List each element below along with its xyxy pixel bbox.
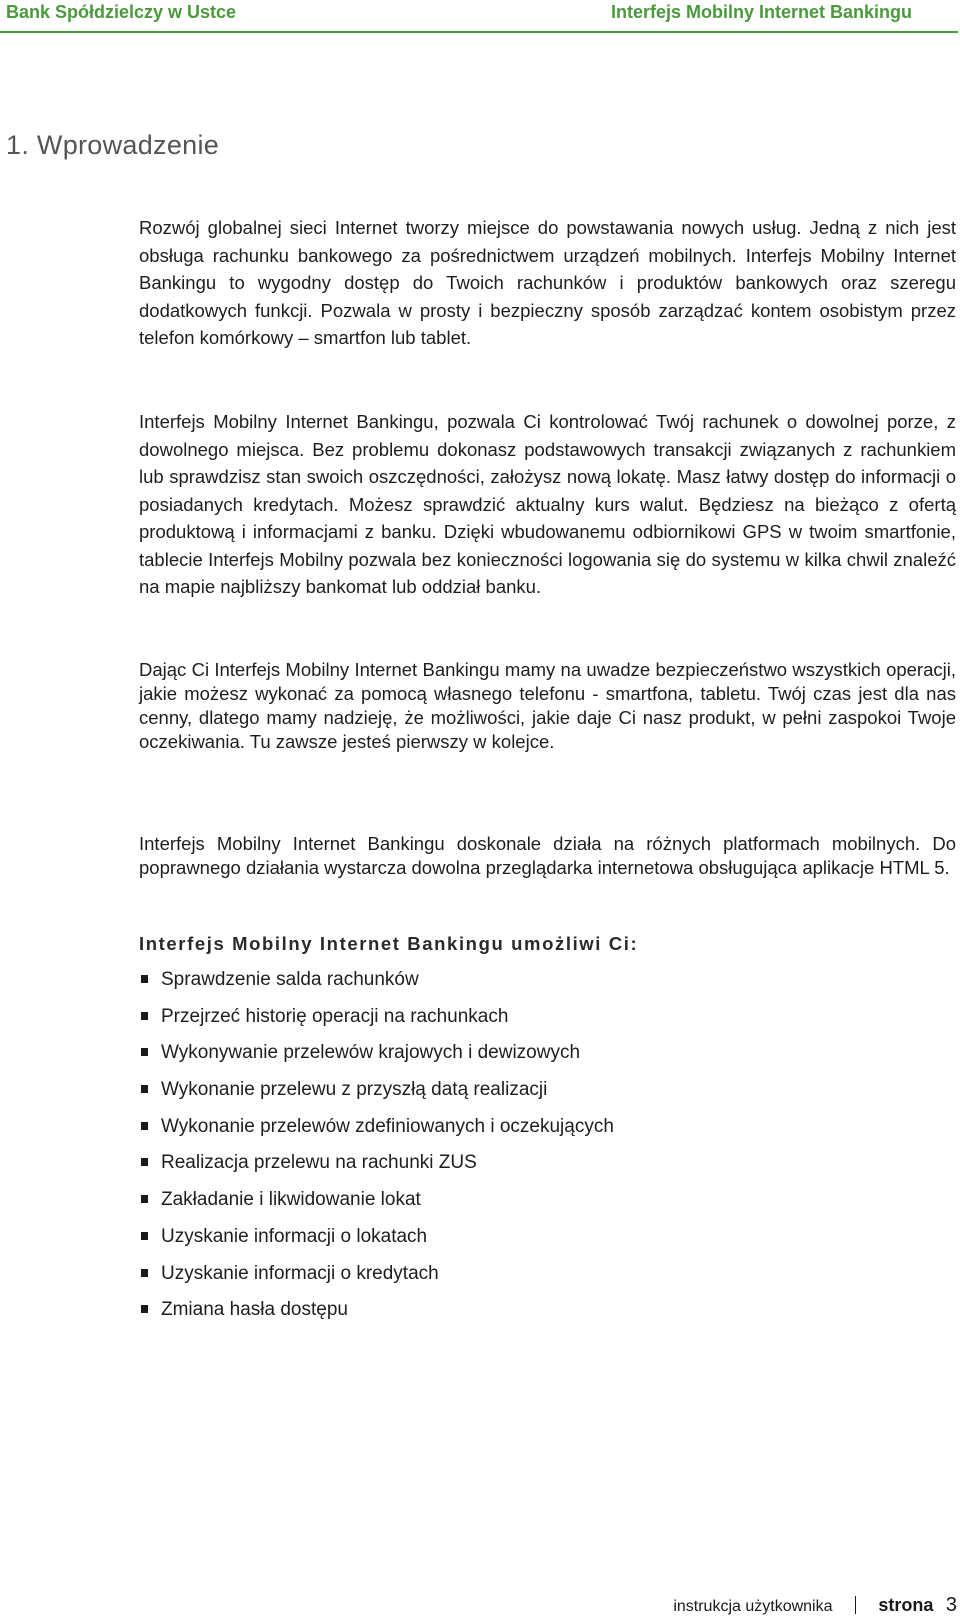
list-item bbox=[139, 1005, 939, 1042]
page-header bbox=[0, 0, 958, 33]
square-bullet-icon bbox=[141, 1158, 148, 1166]
document-title: Interfejs Mobilny Internet Bankingu bbox=[610, 2, 912, 22]
footer-doc-type: instrukcja użytkownika bbox=[673, 1598, 833, 1615]
footer-page-label: strona bbox=[878, 1595, 934, 1615]
square-bullet-icon bbox=[141, 1195, 148, 1203]
list-item-label: Przejrzeć historię operacji na rachunkach bbox=[161, 1005, 509, 1027]
intro-paragraph-4: Interfejs Mobilny Internet Bankingu doskonale działa na różnych platformach mobilnych. Do poprawnego działania wystarcza dowolna przeglądarka internetowa obsługująca aplikacje HTML 5. bbox=[139, 833, 956, 878]
list-item-label: Realizacja przelewu na rachunki ZUS bbox=[161, 1152, 477, 1174]
square-bullet-icon bbox=[141, 1085, 148, 1093]
page-footer bbox=[673, 1594, 957, 1618]
list-item-label: Uzyskanie informacji o kredytach bbox=[161, 1262, 439, 1284]
intro-paragraph-3: Dając Ci Interfejs Mobilny Internet Bankingu mamy na uwadze bezpieczeństwo wszystkich operacji, jakie możesz wykonać za pomocą własnego telefonu - smartfona, tabletu. Twój czas jest dla nas cenny, dlatego mamy nadzieję, że możliwości, jakie daje Ci nasz produkt, w pełni zaspokoi Twoje oczekiwania. Tu zawsze jesteś pierwszy w kolejce. bbox=[139, 659, 956, 752]
list-item-label: Wykonanie przelewów zdefiniowanych i oczekujących bbox=[161, 1115, 614, 1137]
list-item bbox=[139, 1078, 939, 1115]
footer-page-number: 3 bbox=[945, 1594, 957, 1616]
square-bullet-icon bbox=[141, 1048, 148, 1056]
list-item bbox=[139, 1298, 939, 1335]
list-item bbox=[139, 1188, 939, 1225]
section-title: 1. Wprowadzenie bbox=[6, 130, 220, 160]
square-bullet-icon bbox=[141, 1305, 148, 1313]
square-bullet-icon bbox=[141, 1269, 148, 1277]
list-item-label: Zmiana hasła dostępu bbox=[161, 1299, 348, 1321]
intro-paragraph-1: Rozwój globalnej sieci Internet tworzy miejsce do powstawania nowych usług. Jedną z nich jest obsługa rachunku bankowego za pośrednictwem urządzeń mobilnych. Interfejs Mobilny Internet Bankingu to wygodny dostęp do Twoich rachunków i produktów bankowych oraz szeregu dodatkowych funkcji. Pozwala w prosty i bezpieczny sposób zarządzać kontem osobistym przez telefon komórkowy – smartfon lub tablet. bbox=[139, 217, 956, 348]
list-item-label: Sprawdzenie salda rachunków bbox=[161, 969, 419, 990]
list-item bbox=[139, 1115, 939, 1152]
square-bullet-icon bbox=[141, 1012, 148, 1020]
square-bullet-icon bbox=[141, 1122, 148, 1130]
footer-divider bbox=[855, 1596, 856, 1614]
list-item bbox=[139, 1225, 939, 1262]
square-bullet-icon bbox=[141, 975, 148, 983]
list-item bbox=[139, 1151, 939, 1188]
list-item-label: Wykonywanie przelewów krajowych i dewizowych bbox=[161, 1042, 581, 1064]
list-item bbox=[139, 968, 939, 1005]
list-item-label: Zakładanie i likwidowanie lokat bbox=[161, 1189, 421, 1211]
bank-name: Bank Spółdzielczy w Ustce bbox=[6, 2, 237, 22]
intro-paragraph-2: Interfejs Mobilny Internet Bankingu, pozwala Ci kontrolować Twój rachunek o dowolnej porze, z dowolnego miejsca. Bez problemu dokonasz podstawowych transakcji związanych z rachunkiem lub sprawdzisz stan swoich oszczędności, założysz nową lokatę. Masz łatwy dostęp do informacji o posiadanych kredytach. Możesz sprawdzić aktualny kurs walut. Będziesz na bieżąco z ofertą produktową i informacjami z banku. Dzięki wbudowanemu odbiornikowi GPS w twoim smartfonie, tablecie Interfejs Mobilny pozwala bez konieczności logowania się do systemu w kilka chwil znaleźć na mapie najbliższy bankomat lub oddział banku. bbox=[139, 411, 956, 597]
features-heading: Interfejs Mobilny Internet Bankingu umożliwi Ci: bbox=[139, 933, 639, 954]
features-list bbox=[139, 968, 939, 1335]
list-item-label: Wykonanie przelewu z przyszłą datą realizacji bbox=[161, 1079, 548, 1101]
list-item bbox=[139, 1041, 939, 1078]
list-item-label: Uzyskanie informacji o lokatach bbox=[161, 1225, 428, 1247]
square-bullet-icon bbox=[141, 1232, 148, 1240]
list-item bbox=[139, 1262, 939, 1299]
